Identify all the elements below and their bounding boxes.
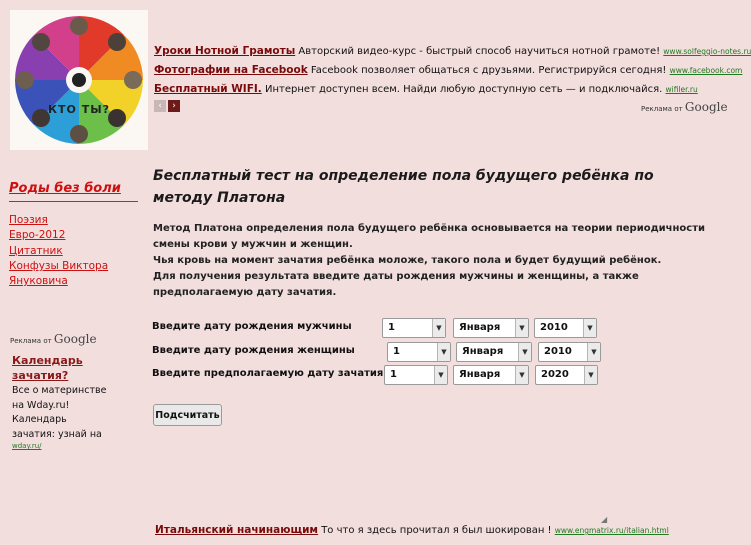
- google-logo: Google: [684, 100, 728, 114]
- intro-paragraph: Для получения результата введите даты рождения мужчины и женщины, а также предполагаемую дату зачатия.: [153, 271, 639, 298]
- dropdown-arrow-icon: ▼: [584, 366, 597, 384]
- select-value: 1: [388, 322, 395, 333]
- ad-description: Авторский видео-курс - быстрый способ научиться нотной грамоте!: [298, 46, 661, 57]
- month-select[interactable]: [456, 342, 532, 362]
- day-select[interactable]: [387, 342, 451, 362]
- color-wheel-collage-image: [10, 10, 148, 150]
- ad-title-link[interactable]: Фотографии на Facebook: [154, 64, 308, 76]
- row-label: Введите дату рождения женщины: [152, 345, 355, 356]
- sidebar-links: [9, 213, 129, 289]
- intro-paragraph: Метод Платона определения пола будущего ребёнка основывается на теории периодичности смены крови у мужчин и женщин.: [153, 223, 706, 250]
- month-select[interactable]: [453, 365, 529, 385]
- sidebar-link[interactable]: Цитатник: [9, 244, 63, 257]
- month-select[interactable]: [453, 318, 529, 338]
- ads-by-prefix: Реклама от: [10, 337, 52, 345]
- sidebar-ad-url-link[interactable]: wday.ru/: [12, 442, 42, 450]
- year-select[interactable]: [534, 318, 597, 338]
- site-logo[interactable]: [10, 10, 148, 150]
- day-select[interactable]: [382, 318, 446, 338]
- calculate-button[interactable]: Подсчитать: [153, 404, 222, 426]
- year-select[interactable]: [535, 365, 598, 385]
- google-logo: Google: [53, 332, 97, 346]
- ad-url-link[interactable]: wifiler.ru: [665, 85, 698, 94]
- page-title: Бесплатный тест на определение пола будущего ребёнка по методу Платона: [153, 168, 654, 206]
- dropdown-arrow-icon: ▼: [437, 343, 450, 361]
- ad-description: Facebook позволяет общаться с друзьями. Регистрируйся сегодня!: [310, 65, 667, 76]
- ad-url-link[interactable]: www.solfeggio-notes.ru: [663, 47, 751, 56]
- ad-description: То что я здесь прочитал я был шокирован !: [321, 525, 552, 536]
- ad-title-link[interactable]: Бесплатный WIFI.: [154, 83, 262, 95]
- ad-line: [154, 43, 751, 62]
- ad-line: [154, 81, 724, 100]
- sidebar-link[interactable]: Конфузы Виктора: [9, 259, 109, 272]
- chevron-right-icon[interactable]: ›: [168, 100, 180, 112]
- dropdown-arrow-icon: ▼: [583, 319, 596, 337]
- ad-url-link[interactable]: www.facebook.com: [669, 66, 743, 75]
- top-ad-block: [154, 43, 751, 100]
- ads-by-prefix: Реклама от: [641, 105, 683, 113]
- dropdown-arrow-icon: ▼: [518, 343, 531, 361]
- sidebar-divider: [9, 201, 138, 202]
- select-value: Января: [462, 346, 504, 357]
- ad-title-link[interactable]: Итальянский начинающим: [155, 524, 319, 536]
- dropdown-arrow-icon: ▼: [587, 343, 600, 361]
- select-value: 2020: [541, 369, 569, 380]
- year-select[interactable]: [538, 342, 601, 362]
- sidebar-link[interactable]: Поэзия: [9, 214, 48, 226]
- intro-paragraph: Чья кровь на момент зачатия ребёнка моложе, такого пола и будет будущий ребёнок.: [153, 255, 662, 266]
- day-select[interactable]: [384, 365, 448, 385]
- sidebar-title-link[interactable]: Роды без боли: [9, 181, 121, 196]
- row-label: Введите дату рождения мужчины: [152, 321, 352, 332]
- sidebar-link[interactable]: Януковича: [9, 275, 68, 288]
- ad-url-link[interactable]: www.engmatrix.ru/italian.html: [554, 526, 669, 535]
- sidebar-ad-text: Все о материнстве на Wday.ru! Календарь зачатия: узнай на: [12, 385, 107, 440]
- select-value: 2010: [544, 346, 572, 357]
- ad-title-link[interactable]: Уроки Нотной Грамоты: [154, 45, 296, 57]
- sidebar-link[interactable]: Евро-2012: [9, 229, 66, 242]
- ad-line: [154, 62, 743, 81]
- sidebar-ad-title-link[interactable]: Календарь зачатия?: [12, 354, 83, 382]
- dropdown-arrow-icon: ▼: [434, 366, 447, 384]
- ad-description: Интернет доступен всем. Найди любую доступную сеть — и подключайся.: [264, 84, 663, 95]
- footer-ad: [155, 524, 669, 536]
- select-value: Января: [459, 369, 501, 380]
- resize-grip-icon[interactable]: ◢: [601, 515, 608, 524]
- chevron-left-icon[interactable]: ‹: [154, 100, 166, 112]
- logo-caption: КТО ТЫ?: [48, 103, 110, 116]
- ads-by-google-side[interactable]: [10, 332, 97, 346]
- select-value: 1: [390, 369, 397, 380]
- select-value: 1: [393, 346, 400, 357]
- sidebar-ad: [12, 353, 107, 450]
- ad-pager: [154, 100, 180, 112]
- intro-text: [153, 221, 718, 301]
- dropdown-arrow-icon: ▼: [515, 366, 528, 384]
- row-label: Введите предполагаемую дату зачатия: [152, 368, 384, 379]
- select-value: 2010: [540, 322, 568, 333]
- dropdown-arrow-icon: ▼: [515, 319, 528, 337]
- dropdown-arrow-icon: ▼: [432, 319, 445, 337]
- ads-by-google-top[interactable]: [641, 100, 728, 114]
- select-value: Января: [459, 322, 501, 333]
